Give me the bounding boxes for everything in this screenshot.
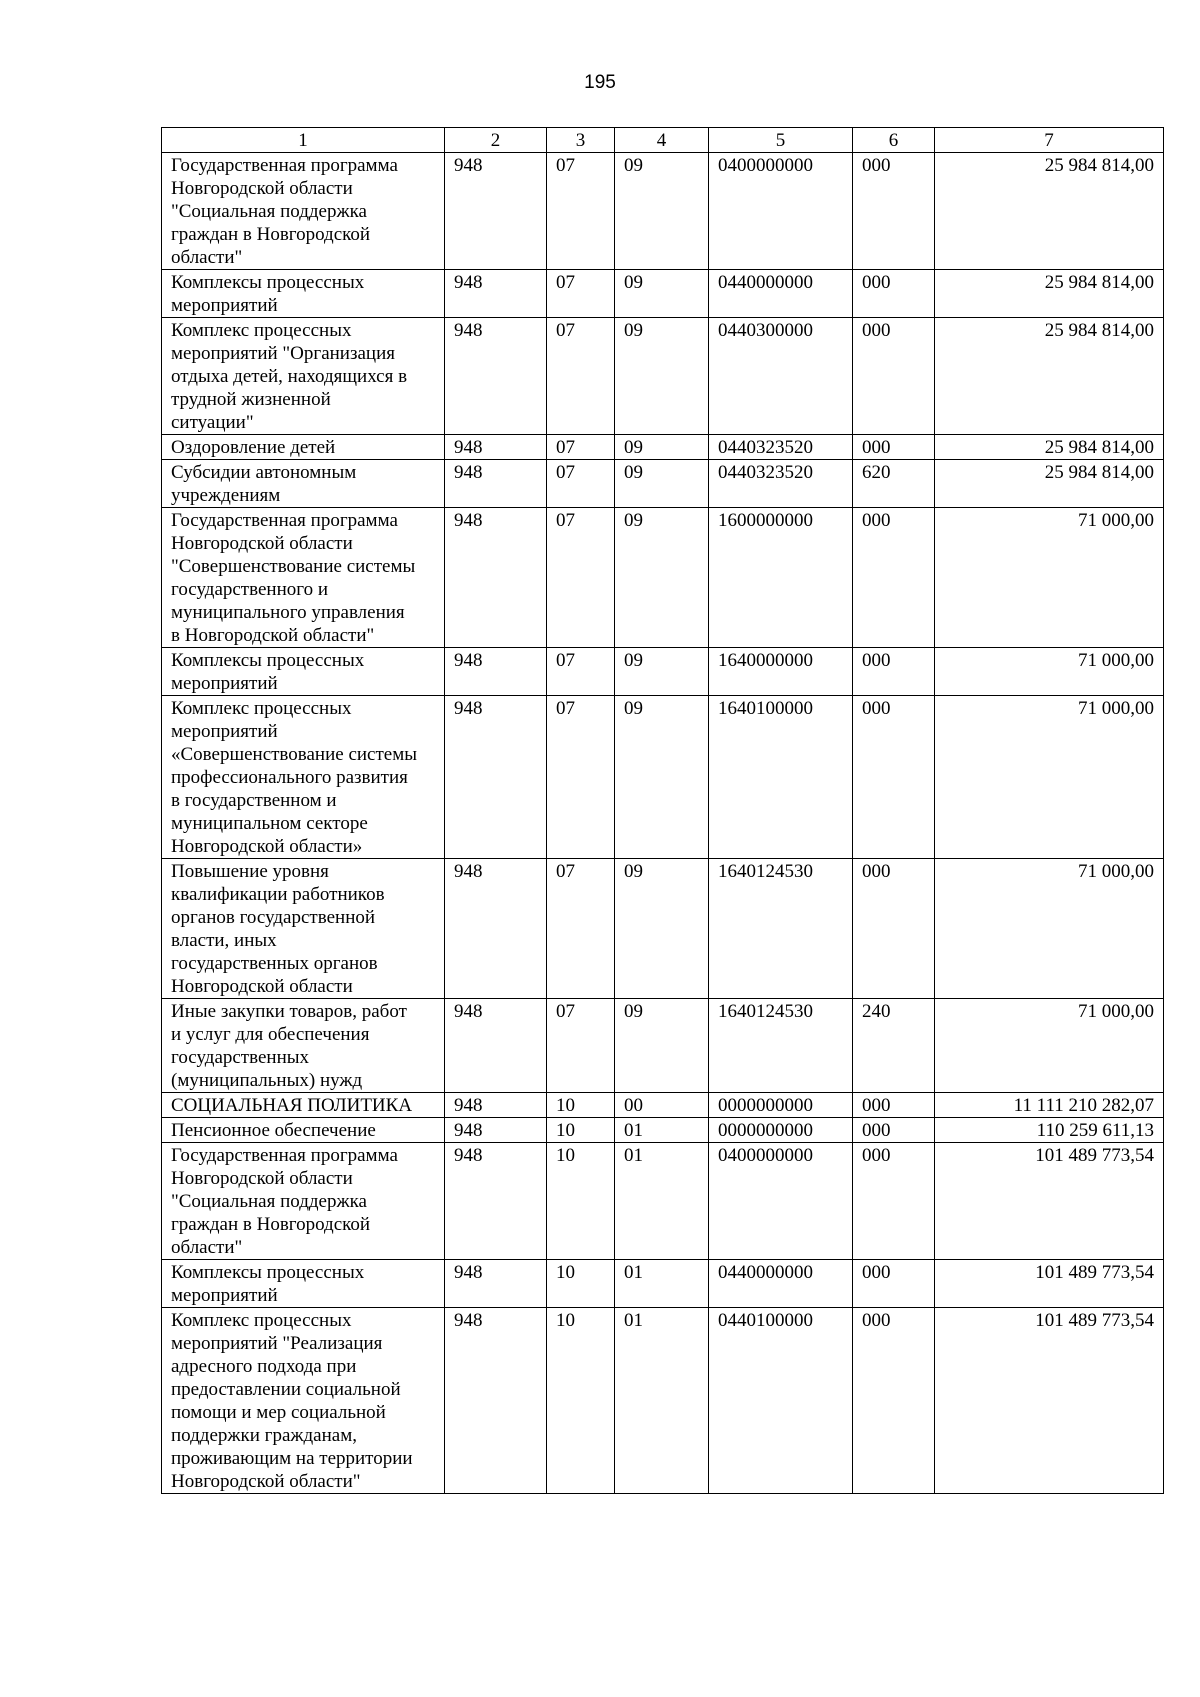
ministry-code-cell: 948: [445, 1260, 547, 1308]
amount-cell: 71 000,00: [935, 999, 1164, 1093]
table-row: [162, 318, 1164, 435]
amount-cell: 101 489 773,54: [935, 1143, 1164, 1260]
amount-cell: 101 489 773,54: [935, 1308, 1164, 1494]
expense-type-cell: 000: [853, 1308, 935, 1494]
target-article-cell: 0400000000: [709, 1143, 853, 1260]
section-code-cell: 10: [547, 1143, 615, 1260]
ministry-code-cell: 948: [445, 696, 547, 859]
item-name-cell: Пенсионное обеспечение: [162, 1118, 445, 1143]
target-article-cell: 1640124530: [709, 859, 853, 999]
expense-type-cell: 620: [853, 460, 935, 508]
item-name-cell: Комплекс процессных мероприятий «Совершенствование системы профессионального развития в государственном и муниципальном секторе Новгородской области»: [162, 696, 445, 859]
item-name-cell: Комплексы процессных мероприятий: [162, 1260, 445, 1308]
ministry-code-cell: 948: [445, 1093, 547, 1118]
item-name-cell: Оздоровление детей: [162, 435, 445, 460]
table-row: [162, 648, 1164, 696]
subsection-code-cell: 09: [615, 859, 709, 999]
ministry-code-cell: 948: [445, 460, 547, 508]
subsection-code-cell: 09: [615, 508, 709, 648]
section-code-cell: 10: [547, 1308, 615, 1494]
section-code-cell: 07: [547, 318, 615, 435]
target-article-cell: 0400000000: [709, 153, 853, 270]
expense-type-cell: 000: [853, 270, 935, 318]
expense-type-cell: 000: [853, 1118, 935, 1143]
expense-type-cell: 000: [853, 153, 935, 270]
table-row: [162, 435, 1164, 460]
table-row: [162, 859, 1164, 999]
subsection-code-cell: 01: [615, 1118, 709, 1143]
item-name-cell: Комплекс процессных мероприятий "Организация отдыха детей, находящихся в трудной жизненной ситуации": [162, 318, 445, 435]
target-article-cell: 0000000000: [709, 1093, 853, 1118]
target-article-cell: 0440323520: [709, 435, 853, 460]
header-cell: 6: [853, 128, 935, 153]
section-code-cell: 07: [547, 648, 615, 696]
ministry-code-cell: 948: [445, 1143, 547, 1260]
ministry-code-cell: 948: [445, 270, 547, 318]
amount-cell: 25 984 814,00: [935, 270, 1164, 318]
table-row: [162, 1143, 1164, 1260]
header-cell: 7: [935, 128, 1164, 153]
subsection-code-cell: 09: [615, 460, 709, 508]
target-article-cell: 0440000000: [709, 270, 853, 318]
header-cell: 3: [547, 128, 615, 153]
target-article-cell: 0440000000: [709, 1260, 853, 1308]
target-article-cell: 1640000000: [709, 648, 853, 696]
item-name-cell: Комплекс процессных мероприятий "Реализация адресного подхода при предоставлении социальной помощи и мер социальной поддержки гражданам, проживающим на территории Новгородской области": [162, 1308, 445, 1494]
page-number: 195: [584, 72, 616, 93]
section-code-cell: 10: [547, 1118, 615, 1143]
amount-cell: 11 111 210 282,07: [935, 1093, 1164, 1118]
header-cell: 5: [709, 128, 853, 153]
table-row: [162, 460, 1164, 508]
subsection-code-cell: 09: [615, 999, 709, 1093]
amount-cell: 110 259 611,13: [935, 1118, 1164, 1143]
section-code-cell: 07: [547, 859, 615, 999]
amount-cell: 25 984 814,00: [935, 318, 1164, 435]
table-row: [162, 1308, 1164, 1494]
expense-type-cell: 000: [853, 648, 935, 696]
section-code-cell: 07: [547, 999, 615, 1093]
section-code-cell: 10: [547, 1093, 615, 1118]
item-name-cell: Государственная программа Новгородской области "Совершенствование системы государственного и муниципального управления в Новгородской области": [162, 508, 445, 648]
item-name-cell: СОЦИАЛЬНАЯ ПОЛИТИКА: [162, 1093, 445, 1118]
ministry-code-cell: 948: [445, 508, 547, 648]
header-row: [162, 128, 1164, 153]
subsection-code-cell: 09: [615, 696, 709, 859]
subsection-code-cell: 09: [615, 153, 709, 270]
ministry-code-cell: 948: [445, 435, 547, 460]
table-row: [162, 999, 1164, 1093]
target-article-cell: 1640100000: [709, 696, 853, 859]
expense-type-cell: 000: [853, 696, 935, 859]
item-name-cell: Государственная программа Новгородской области "Социальная поддержка граждан в Новгородской области": [162, 1143, 445, 1260]
section-code-cell: 07: [547, 696, 615, 859]
header-cell: 4: [615, 128, 709, 153]
amount-cell: 71 000,00: [935, 648, 1164, 696]
target-article-cell: 0000000000: [709, 1118, 853, 1143]
table-row: [162, 153, 1164, 270]
amount-cell: 25 984 814,00: [935, 460, 1164, 508]
subsection-code-cell: 01: [615, 1308, 709, 1494]
amount-cell: 25 984 814,00: [935, 153, 1164, 270]
expense-type-cell: 000: [853, 1260, 935, 1308]
subsection-code-cell: 09: [615, 270, 709, 318]
header-cell: 2: [445, 128, 547, 153]
section-code-cell: 07: [547, 270, 615, 318]
table-row: [162, 696, 1164, 859]
ministry-code-cell: 948: [445, 859, 547, 999]
section-code-cell: 07: [547, 508, 615, 648]
ministry-code-cell: 948: [445, 318, 547, 435]
table-row: [162, 1118, 1164, 1143]
subsection-code-cell: 01: [615, 1143, 709, 1260]
target-article-cell: 0440100000: [709, 1308, 853, 1494]
item-name-cell: Повышение уровня квалификации работников органов государственной власти, иных государственных органов Новгородской области: [162, 859, 445, 999]
item-name-cell: Субсидии автономным учреждениям: [162, 460, 445, 508]
expense-type-cell: 000: [853, 1143, 935, 1260]
table-row: [162, 270, 1164, 318]
target-article-cell: 0440323520: [709, 460, 853, 508]
subsection-code-cell: 09: [615, 435, 709, 460]
item-name-cell: Комплексы процессных мероприятий: [162, 648, 445, 696]
header-cell: 1: [162, 128, 445, 153]
ministry-code-cell: 948: [445, 1308, 547, 1494]
subsection-code-cell: 00: [615, 1093, 709, 1118]
ministry-code-cell: 948: [445, 1118, 547, 1143]
amount-cell: 71 000,00: [935, 696, 1164, 859]
expense-type-cell: 000: [853, 1093, 935, 1118]
section-code-cell: 10: [547, 1260, 615, 1308]
section-code-cell: 07: [547, 460, 615, 508]
item-name-cell: Иные закупки товаров, работ и услуг для обеспечения государственных (муниципальных) нужд: [162, 999, 445, 1093]
item-name-cell: Комплексы процессных мероприятий: [162, 270, 445, 318]
amount-cell: 71 000,00: [935, 508, 1164, 648]
target-article-cell: 1600000000: [709, 508, 853, 648]
amount-cell: 25 984 814,00: [935, 435, 1164, 460]
subsection-code-cell: 09: [615, 648, 709, 696]
table-row: [162, 1093, 1164, 1118]
table-row: [162, 1260, 1164, 1308]
expense-type-cell: 000: [853, 318, 935, 435]
subsection-code-cell: 09: [615, 318, 709, 435]
subsection-code-cell: 01: [615, 1260, 709, 1308]
amount-cell: 71 000,00: [935, 859, 1164, 999]
amount-cell: 101 489 773,54: [935, 1260, 1164, 1308]
ministry-code-cell: 948: [445, 153, 547, 270]
section-code-cell: 07: [547, 435, 615, 460]
item-name-cell: Государственная программа Новгородской области "Социальная поддержка граждан в Новгородской области": [162, 153, 445, 270]
target-article-cell: 0440300000: [709, 318, 853, 435]
ministry-code-cell: 948: [445, 648, 547, 696]
target-article-cell: 1640124530: [709, 999, 853, 1093]
expense-type-cell: 000: [853, 508, 935, 648]
ministry-code-cell: 948: [445, 999, 547, 1093]
budget-table: [161, 127, 1164, 1494]
expense-type-cell: 000: [853, 435, 935, 460]
expense-type-cell: 240: [853, 999, 935, 1093]
expense-type-cell: 000: [853, 859, 935, 999]
table-row: [162, 508, 1164, 648]
section-code-cell: 07: [547, 153, 615, 270]
